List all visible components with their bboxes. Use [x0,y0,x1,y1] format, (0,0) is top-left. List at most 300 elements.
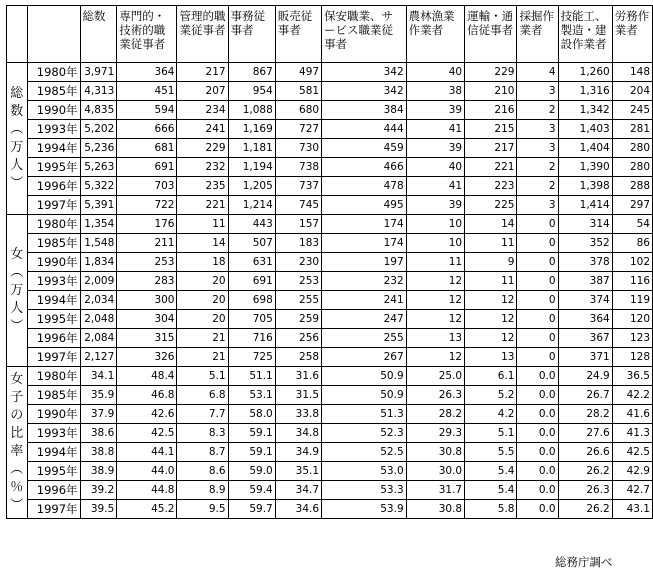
column-header: 運輸・通信従事者 [465,6,517,63]
value-cell: 0 [517,348,558,367]
value-cell: 35.1 [275,462,321,481]
table-row [7,272,653,291]
value-cell: 12 [406,272,464,291]
table-row [7,215,653,234]
value-cell: 2 [517,101,558,120]
value-cell: 12 [406,291,464,310]
value-cell: 444 [322,120,407,139]
value-cell: 1,214 [228,196,275,215]
value-cell: 225 [465,196,517,215]
value-cell: 42.2 [612,386,652,405]
value-cell: 730 [275,139,321,158]
value-cell: 1,169 [228,120,275,139]
value-cell: 44.0 [117,462,177,481]
value-cell: 8.3 [177,424,228,443]
value-cell: 495 [322,196,407,215]
corner-cell [7,6,28,63]
value-cell: 53.3 [322,481,407,500]
value-cell: 52.5 [322,443,407,462]
value-cell: 12 [406,348,464,367]
value-cell: 1,354 [80,215,117,234]
value-cell: 1,404 [558,139,612,158]
value-cell: 28.2 [558,405,612,424]
value-cell: 223 [465,177,517,196]
value-cell: 281 [612,120,652,139]
value-cell: 342 [322,63,407,82]
table-row [7,367,653,386]
value-cell: 2,127 [80,348,117,367]
table-row [7,139,653,158]
value-cell: 41 [406,120,464,139]
year-cell: 1997年 [27,500,80,519]
value-cell: 221 [177,196,228,215]
value-cell: 5,236 [80,139,117,158]
year-cell: 1980年 [27,63,80,82]
column-header: 保安職業、サービス職業従事者 [322,6,407,63]
value-cell: 38 [406,82,464,101]
value-cell: 326 [117,348,177,367]
value-cell: 8.6 [177,462,228,481]
value-cell: 42.5 [612,443,652,462]
value-cell: 7.7 [177,405,228,424]
value-cell: 497 [275,63,321,82]
value-cell: 38.8 [80,443,117,462]
year-cell: 1994年 [27,139,80,158]
value-cell: 235 [177,177,228,196]
value-cell: 342 [322,82,407,101]
value-cell: 364 [117,63,177,82]
value-cell: 41.3 [612,424,652,443]
value-cell: 20 [177,291,228,310]
value-cell: 3 [517,139,558,158]
value-cell: 3 [517,196,558,215]
value-cell: 716 [228,329,275,348]
value-cell: 283 [117,272,177,291]
value-cell: 11 [465,234,517,253]
group-label-char: 総 [10,85,24,101]
value-cell: 28.2 [406,405,464,424]
year-header-cell [27,6,80,63]
group-label-char: 率 [10,443,24,459]
value-cell: 5,202 [80,120,117,139]
value-cell: 59.7 [228,500,275,519]
value-cell: 29.3 [406,424,464,443]
value-cell: 230 [275,253,321,272]
value-cell: 14 [177,234,228,253]
group-label-char: 比 [10,425,24,441]
value-cell: 59.1 [228,443,275,462]
value-cell: 12 [406,310,464,329]
value-cell: 8.7 [177,443,228,462]
value-cell: 58.0 [228,405,275,424]
value-cell: 26.3 [406,386,464,405]
value-cell: 45.2 [117,500,177,519]
value-cell: 631 [228,253,275,272]
value-cell: 1,194 [228,158,275,177]
value-cell: 367 [558,329,612,348]
value-cell: 207 [177,82,228,101]
value-cell: 26.6 [558,443,612,462]
value-cell: 34.9 [275,443,321,462]
value-cell: 43.1 [612,500,652,519]
value-cell: 42.9 [612,462,652,481]
group-label-char: 女 [10,246,24,262]
value-cell: 267 [322,348,407,367]
value-cell: 0.0 [517,405,558,424]
year-cell: 1996年 [27,329,80,348]
value-cell: 241 [322,291,407,310]
table-row [7,500,653,519]
value-cell: 0 [517,310,558,329]
value-cell: 25.0 [406,367,464,386]
value-cell: 745 [275,196,321,215]
value-cell: 232 [177,158,228,177]
value-cell: 31.6 [275,367,321,386]
value-cell: 466 [322,158,407,177]
group-label [7,63,28,215]
year-cell: 1985年 [27,386,80,405]
value-cell: 1,181 [228,139,275,158]
year-cell: 1993年 [27,272,80,291]
year-cell: 1985年 [27,82,80,101]
value-cell: 245 [612,101,652,120]
value-cell: 20 [177,272,228,291]
value-cell: 5.4 [465,462,517,481]
value-cell: 234 [177,101,228,120]
value-cell: 11 [406,253,464,272]
value-cell: 30.8 [406,500,464,519]
value-cell: 364 [558,310,612,329]
value-cell: 217 [465,139,517,158]
value-cell: 10 [406,234,464,253]
value-cell: 954 [228,82,275,101]
value-cell: 314 [558,215,612,234]
group-label-char: 万 [10,282,24,298]
value-cell: 197 [322,253,407,272]
value-cell: 737 [275,177,321,196]
value-cell: 116 [612,272,652,291]
value-cell: 0.0 [517,367,558,386]
column-header: 総数 [80,6,117,63]
table-row [7,63,653,82]
value-cell: 280 [612,139,652,158]
value-cell: 34.8 [275,424,321,443]
value-cell: 216 [465,101,517,120]
column-header: 技能工、製造・建設作業者 [558,6,612,63]
value-cell: 229 [465,63,517,82]
value-cell: 0.0 [517,481,558,500]
value-cell: 44.1 [117,443,177,462]
value-cell: 44.8 [117,481,177,500]
value-cell: 0 [517,291,558,310]
value-cell: 297 [612,196,652,215]
value-cell: 5.1 [465,424,517,443]
year-cell: 1996年 [27,481,80,500]
value-cell: 11 [177,215,228,234]
value-cell: 37.9 [80,405,117,424]
year-cell: 1994年 [27,291,80,310]
value-cell: 42.7 [612,481,652,500]
value-cell: 39 [406,139,464,158]
value-cell: 300 [117,291,177,310]
table-body [7,63,653,519]
value-cell: 102 [612,253,652,272]
value-cell: 1,548 [80,234,117,253]
group-label-char: 万 [10,139,24,155]
value-cell: 5.5 [465,443,517,462]
value-cell: 5,322 [80,177,117,196]
value-cell: 4.2 [465,405,517,424]
value-cell: 123 [612,329,652,348]
value-cell: 666 [117,120,177,139]
value-cell: 1,403 [558,120,612,139]
value-cell: 38.6 [80,424,117,443]
value-cell: 148 [612,63,652,82]
table-row [7,253,653,272]
value-cell: 34.6 [275,500,321,519]
value-cell: 280 [612,158,652,177]
value-cell: 41.6 [612,405,652,424]
value-cell: 26.7 [558,386,612,405]
year-cell: 1997年 [27,196,80,215]
value-cell: 176 [117,215,177,234]
value-cell: 204 [612,82,652,101]
value-cell: 42.6 [117,405,177,424]
year-cell: 1995年 [27,158,80,177]
value-cell: 59.1 [228,424,275,443]
value-cell: 46.8 [117,386,177,405]
year-cell: 1995年 [27,462,80,481]
value-cell: 38.9 [80,462,117,481]
column-header: 農林漁業作業者 [406,6,464,63]
value-cell: 378 [558,253,612,272]
group-label-char: 女 [10,371,24,387]
column-header: 専門的・技術的職業従事者 [117,6,177,63]
value-cell: 40 [406,63,464,82]
value-cell: 39 [406,196,464,215]
value-cell: 2,034 [80,291,117,310]
value-cell: 41 [406,177,464,196]
value-cell: 12 [465,310,517,329]
value-cell: 0.0 [517,424,558,443]
table-row [7,120,653,139]
value-cell: 5,391 [80,196,117,215]
value-cell: 2 [517,177,558,196]
group-label-char: 人 [10,300,24,316]
year-cell: 1990年 [27,101,80,120]
value-cell: 705 [228,310,275,329]
year-cell: 1993年 [27,424,80,443]
value-cell: 13 [465,348,517,367]
value-cell: 256 [275,329,321,348]
value-cell: 3 [517,82,558,101]
value-cell: 443 [228,215,275,234]
value-cell: 34.1 [80,367,117,386]
value-cell: 253 [275,272,321,291]
value-cell: 53.0 [322,462,407,481]
table-row [7,291,653,310]
value-cell: 725 [228,348,275,367]
group-label-char: ︶ [10,497,24,513]
value-cell: 31.5 [275,386,321,405]
value-cell: 5.2 [465,386,517,405]
value-cell: 42.5 [117,424,177,443]
year-cell: 1996年 [27,177,80,196]
group-label-char: 人 [10,157,24,173]
source-note: 総務庁調べ [555,555,613,569]
value-cell: 387 [558,272,612,291]
value-cell: 12 [465,329,517,348]
year-cell: 1995年 [27,310,80,329]
value-cell: 1,088 [228,101,275,120]
value-cell: 241 [177,120,228,139]
value-cell: 50.9 [322,367,407,386]
value-cell: 9 [465,253,517,272]
value-cell: 2,048 [80,310,117,329]
value-cell: 259 [275,310,321,329]
value-cell: 21 [177,329,228,348]
group-label-char: ︵ [10,461,24,477]
table-row [7,481,653,500]
group-label [7,367,28,519]
value-cell: 691 [228,272,275,291]
value-cell: 4 [517,63,558,82]
value-cell: 26.3 [558,481,612,500]
value-cell: 211 [117,234,177,253]
group-label-char: ︵ [10,121,24,137]
value-cell: 255 [275,291,321,310]
value-cell: 120 [612,310,652,329]
table-row [7,158,653,177]
value-cell: 247 [322,310,407,329]
group-label-char: ︵ [10,264,24,280]
table-row [7,101,653,120]
value-cell: 26.2 [558,500,612,519]
value-cell: 478 [322,177,407,196]
value-cell: 31.7 [406,481,464,500]
value-cell: 54 [612,215,652,234]
value-cell: 210 [465,82,517,101]
year-cell: 1990年 [27,405,80,424]
year-cell: 1980年 [27,367,80,386]
value-cell: 39.5 [80,500,117,519]
value-cell: 9.5 [177,500,228,519]
value-cell: 867 [228,63,275,82]
value-cell: 3 [517,120,558,139]
value-cell: 1,834 [80,253,117,272]
value-cell: 691 [117,158,177,177]
value-cell: 1,205 [228,177,275,196]
column-header: 事務従事者 [228,6,275,63]
group-label-char: 数 [10,103,24,119]
group-label-char: ︶ [10,175,24,191]
value-cell: 5.4 [465,481,517,500]
value-cell: 352 [558,234,612,253]
table-row [7,177,653,196]
value-cell: 0.0 [517,443,558,462]
value-cell: 5.8 [465,500,517,519]
table-row [7,82,653,101]
value-cell: 0 [517,215,558,234]
year-cell: 1997年 [27,348,80,367]
value-cell: 681 [117,139,177,158]
value-cell: 459 [322,139,407,158]
value-cell: 738 [275,158,321,177]
value-cell: 698 [228,291,275,310]
group-label-char: の [10,407,24,423]
value-cell: 86 [612,234,652,253]
value-cell: 39 [406,101,464,120]
value-cell: 221 [465,158,517,177]
value-cell: 4,313 [80,82,117,101]
value-cell: 5.1 [177,367,228,386]
value-cell: 258 [275,348,321,367]
group-label-char: 子 [10,389,24,405]
value-cell: 0 [517,272,558,291]
value-cell: 50.9 [322,386,407,405]
value-cell: 1,316 [558,82,612,101]
value-cell: 174 [322,234,407,253]
value-cell: 183 [275,234,321,253]
value-cell: 727 [275,120,321,139]
year-cell: 1990年 [27,253,80,272]
column-header: 労務作業者 [612,6,652,63]
value-cell: 33.8 [275,405,321,424]
value-cell: 2,084 [80,329,117,348]
table-row [7,329,653,348]
value-cell: 581 [275,82,321,101]
occupation-statistics-table [6,5,653,519]
value-cell: 52.3 [322,424,407,443]
value-cell: 59.4 [228,481,275,500]
value-cell: 30.8 [406,443,464,462]
value-cell: 1,398 [558,177,612,196]
group-label-char: ︶ [10,318,24,334]
value-cell: 253 [117,253,177,272]
table-row [7,196,653,215]
value-cell: 59.0 [228,462,275,481]
value-cell: 384 [322,101,407,120]
table-header [7,6,653,63]
value-cell: 288 [612,177,652,196]
value-cell: 24.9 [558,367,612,386]
value-cell: 27.6 [558,424,612,443]
value-cell: 722 [117,196,177,215]
value-cell: 48.4 [117,367,177,386]
value-cell: 20 [177,310,228,329]
value-cell: 35.9 [80,386,117,405]
value-cell: 21 [177,348,228,367]
value-cell: 53.1 [228,386,275,405]
column-header: 販売従事者 [275,6,321,63]
value-cell: 36.5 [612,367,652,386]
value-cell: 119 [612,291,652,310]
value-cell: 18 [177,253,228,272]
value-cell: 232 [322,272,407,291]
value-cell: 1,390 [558,158,612,177]
table-row [7,234,653,253]
value-cell: 0 [517,234,558,253]
value-cell: 14 [465,215,517,234]
value-cell: 215 [465,120,517,139]
value-cell: 703 [117,177,177,196]
value-cell: 0.0 [517,462,558,481]
value-cell: 51.3 [322,405,407,424]
table-row [7,424,653,443]
value-cell: 594 [117,101,177,120]
table-row [7,310,653,329]
value-cell: 1,342 [558,101,612,120]
